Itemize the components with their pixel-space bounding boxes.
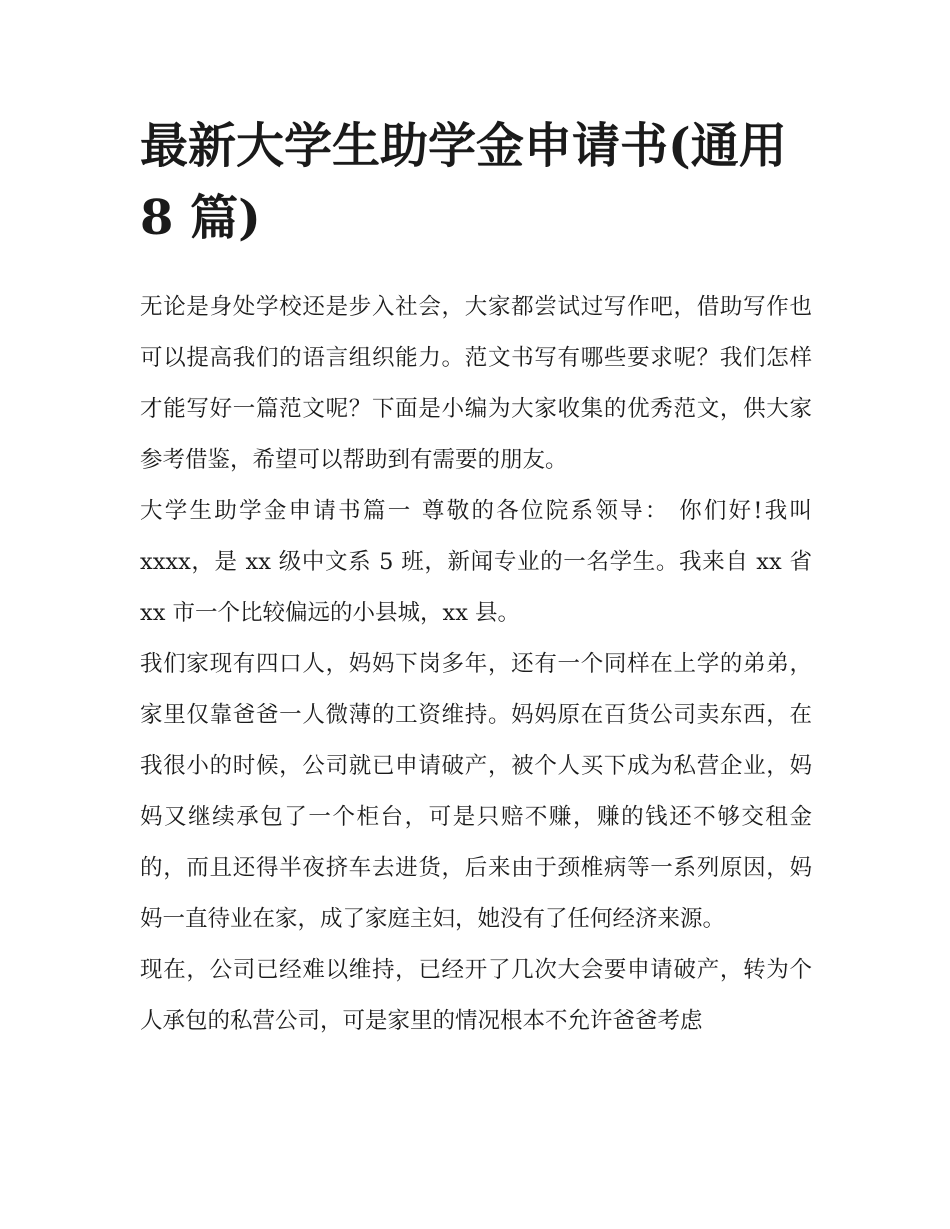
document-page: [140, 110, 812, 1047]
paragraph-intro: 无论是身处学校还是步入社会，大家都尝试过写作吧，借助写作也可以提高我们的语言组织能力。范文书写有哪些要求呢？我们怎样才能写好一篇范文呢？下面是小编为大家收集的优秀范文，供大家参考借鉴，希望可以帮助到有需要的朋友。: [140, 294, 812, 473]
document-title: 最新大学生助学金申请书(通用 8 篇): [140, 118, 787, 246]
paragraph-family: 我们家现有四口人，妈妈下岗多年，还有一个同样在上学的弟弟，家里仅靠爸爸一人微薄的工资维持。妈妈原在百货公司卖东西，在我很小的时候，公司就已申请破产，被个人买下成为私营企业，妈妈又继续承包了一个柜台，可是只赔不赚，赚的钱还不够交租金的，而且还得半夜挤车去进货，后来由于颈椎病等一系列原因，妈妈一直待业在家，成了家庭主妇，她没有了任何经济来源。: [140, 651, 812, 932]
document-body: [140, 282, 812, 1047]
paragraph-company: 现在，公司已经难以维持，已经开了几次大会要申请破产，转为个人承包的私营公司，可是家里的情况根本不允许爸爸考虑: [140, 957, 812, 1034]
paragraph-greeting: 大学生助学金申请书篇一 尊敬的各位院系领导： 你们好!我叫 xxxx，是 xx 级中文系 5 班，新闻专业的一名学生。我来自 xx 省 xx 市一个比较偏远的小县城，xx 县。: [140, 498, 812, 626]
